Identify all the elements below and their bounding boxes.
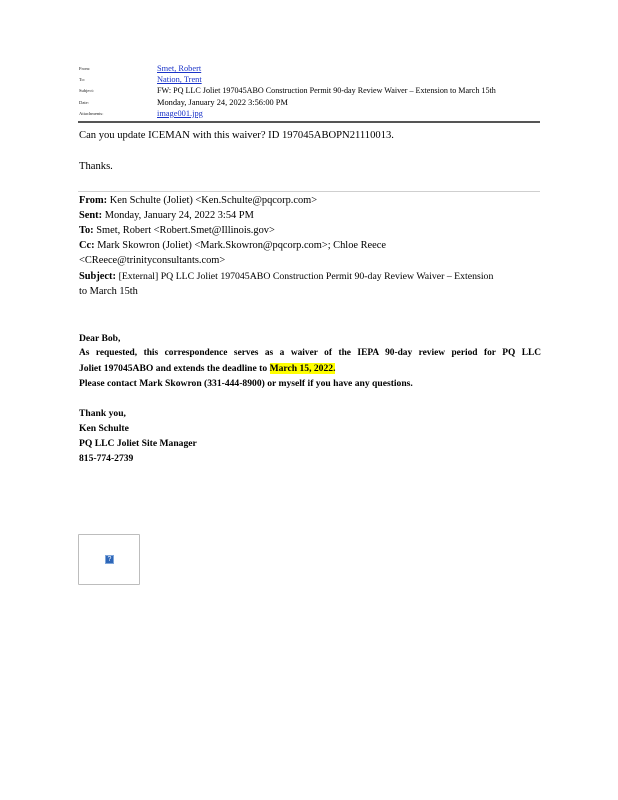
to-link[interactable]: Nation, Trent [157,75,202,85]
email-header [79,63,549,119]
header-attachments-row [79,108,549,119]
to-label: To: [79,77,86,83]
fwd-from-label: From: [79,195,108,206]
fwd-sent-row [79,210,541,221]
attachments-label: Attachments: [79,110,104,116]
header-divider [78,121,540,123]
from-link[interactable]: Smet, Robert [157,64,202,74]
reply-line: Can you update ICEMAN with this waiver? ID 197045ABOPN21110013. [79,130,394,141]
fwd-cc-continued: <CReece@trinityconsultants.com> [79,255,226,266]
fwd-subject-value: [External] PQ LLC Joliet 197045ABO Construction Permit 90-day Review Waiver – Extension [118,271,494,282]
subject-label: Subject: [79,88,95,94]
letter-paragraph-2: Please contact Mark Skowron (331-444-8900) or myself if you have any questions. [79,378,413,389]
header-subject-row [79,85,549,96]
fwd-to-row [79,225,541,236]
letter-deadline-text: Joliet 197045ABO and extends the deadline to [79,363,268,374]
signature-name: Ken Schulte [79,423,129,434]
letter-paragraph-1: As requested, this correspondence serves as a waiver of the IEPA 90-day review period for PQ LLC [79,348,541,358]
fwd-subject-continued: to March 15th [79,286,138,297]
attachment-link[interactable]: image001.jpg [157,108,203,118]
broken-image-icon: ? [105,555,114,564]
letter-paragraph-1-cont [79,363,335,374]
fwd-from-value: Ken Schulte (Joliet) <Ken.Schulte@pqcorp.com> [109,195,318,206]
letter-closing: Thank you, [79,408,126,419]
header-date-row [79,97,549,108]
fwd-cc-value: Mark Skowron (Joliet) <Mark.Skowron@pqcorp.com>; Chloe Reece [97,240,386,251]
subject-value: FW: PQ LLC Joliet 197045ABO Construction Permit 90-day Review Waiver – Extension to March 15th [157,86,496,96]
letter-greeting: Dear Bob, [79,333,121,344]
fwd-cc-label: Cc: [79,240,95,251]
image-placeholder[interactable] [78,534,140,585]
fwd-to-value: Smet, Robert <Robert.Smet@Illinois.gov> [96,225,275,236]
fwd-cc-row [79,240,541,251]
signature-phone: 815-774-2739 [79,453,134,464]
fwd-sent-value: Monday, January 24, 2022 3:54 PM [104,210,254,221]
header-to-row [79,74,549,85]
header-from-row [79,63,549,74]
fwd-to-label: To: [79,225,94,236]
from-label: From: [79,66,91,72]
forward-divider [78,191,540,192]
signature-title: PQ LLC Joliet Site Manager [79,438,197,449]
fwd-sent-label: Sent: [79,210,103,221]
fwd-from-row [79,195,541,206]
fwd-subject-row [79,271,541,282]
reply-thanks: Thanks. [79,161,113,172]
highlighted-deadline: March 15, 2022. [269,363,336,374]
fwd-subject-label: Subject: [79,271,116,282]
date-value: Monday, January 24, 2022 3:56:00 PM [157,97,288,107]
date-label: Date: [79,99,89,105]
